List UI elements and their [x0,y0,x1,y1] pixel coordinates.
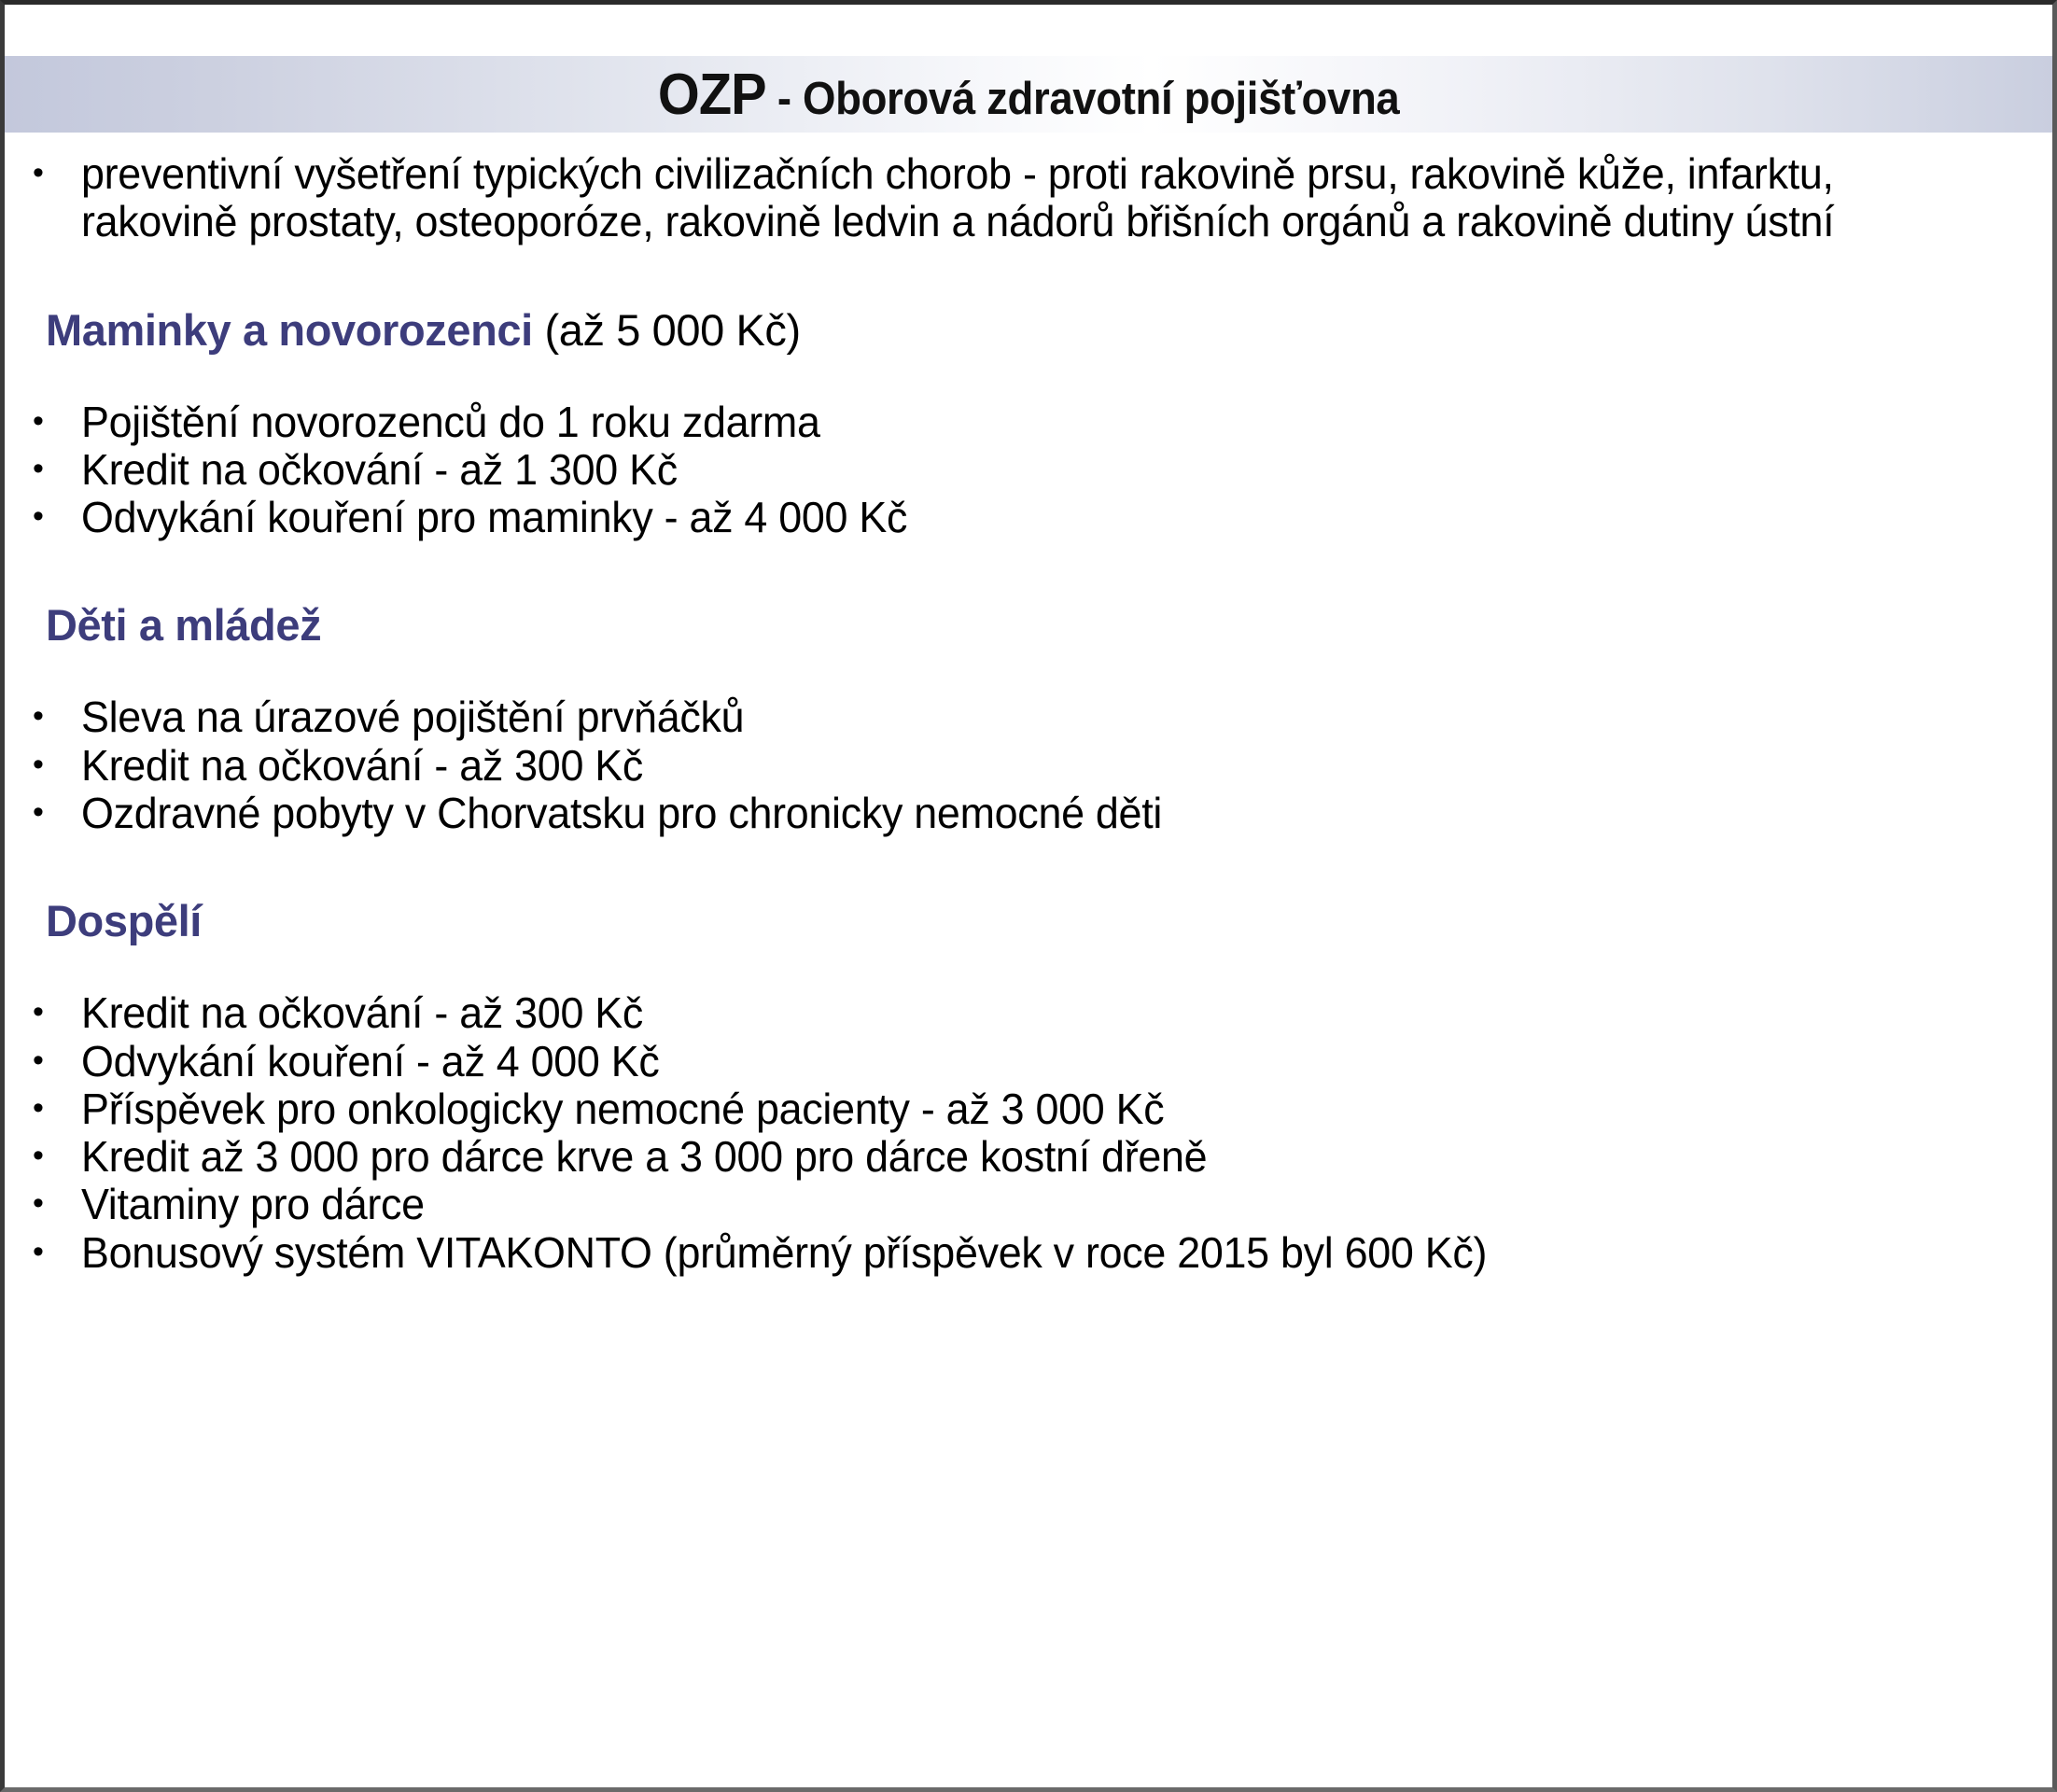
list-item [25,989,2028,1037]
bullet-icon: • [33,450,44,486]
spacer [25,837,2028,895]
slide-body [5,145,2052,1787]
list-item [25,693,2028,741]
list-item [25,1181,2028,1228]
list-item [25,790,2028,837]
bullet-icon: • [33,1089,44,1126]
spacer [25,356,2028,399]
bullet-icon: • [33,1185,44,1222]
list-item [25,494,2028,541]
section-heading-maminky [25,304,2028,356]
spacer [25,246,2028,304]
list-item-label: Odvykání kouření - až 4 000 Kč [81,1036,660,1085]
list-item [25,742,2028,790]
list-item-label: Kredit na očkování - až 300 Kč [81,740,644,790]
section-heading-label: Děti a mládež [46,600,322,651]
list-item [25,1038,2028,1085]
list-item-label: Vitaminy pro dárce [81,1180,425,1229]
bullet-icon: • [33,1138,44,1174]
section-list-maminky [25,399,2028,542]
list-item-label: Příspěvek pro onkologicky nemocné pacienty - až 3 000 Kč [81,1084,1165,1133]
section-heading-deti [25,599,2028,651]
list-item-label: Ozdravné pobyty v Chorvatsku pro chronicky nemocné děti [81,788,1163,837]
section-heading-label: Maminky a novorozenci [46,304,533,355]
bullet-icon: • [33,994,44,1030]
bullet-icon: • [33,402,44,439]
spacer [25,946,2028,989]
list-item-label: Kredit na očkování - až 300 Kč [81,988,644,1038]
section-heading-amount: (až 5 000 Kč) [532,304,801,355]
bullet-icon: • [33,1233,44,1269]
list-item-label: Bonusový systém VITAKONTO (průměrný příspěvek v roce 2015 byl 600 Kč) [81,1227,1488,1277]
section-heading-dospeli [25,895,2028,946]
section-heading-label: Dospělí [46,896,202,946]
list-item [25,399,2028,446]
list-item [25,1229,2028,1277]
spacer [25,651,2028,693]
bullet-icon: • [33,793,44,830]
section-list-dospeli [25,989,2028,1277]
intro-bullet [25,150,2028,246]
page-title [658,62,1399,128]
bullet-icon: • [33,1042,44,1078]
section-list-deti [25,693,2028,837]
list-item-label: Kredit až 3 000 pro dárce krve a 3 000 pro dárce kostní dřeně [81,1132,1208,1182]
list-item [25,1133,2028,1181]
bullet-icon: • [33,155,44,190]
title-band [5,56,2052,133]
list-item [25,1085,2028,1133]
bullet-icon: • [33,698,44,735]
intro-text: preventivní vyšetření typických civilizačních chorob - proti rakovině prsu, rakovině kůže, infarktu, rakovině prostaty, osteoporóze, rakovině ledvin a nádorů břišních orgánů a rakovině dutiny ústní [81,149,1835,246]
bullet-icon: • [33,498,44,535]
spacer [25,541,2028,599]
bullet-icon: • [33,746,44,782]
list-item [25,446,2028,494]
list-item-label: Pojištění novorozenců do 1 roku zdarma [81,397,820,446]
title-subtitle: Oborová zdravotní pojišťovna [802,73,1400,124]
title-separator: - [765,73,803,124]
list-item-label: Sleva na úrazové pojištění prvňáčků [81,693,745,742]
list-item-label: Kredit na očkování - až 1 300 Kč [81,444,678,494]
list-item-label: Odvykání kouření pro maminky - až 4 000 Kč [81,493,908,542]
title-brand: OZP [657,62,766,127]
